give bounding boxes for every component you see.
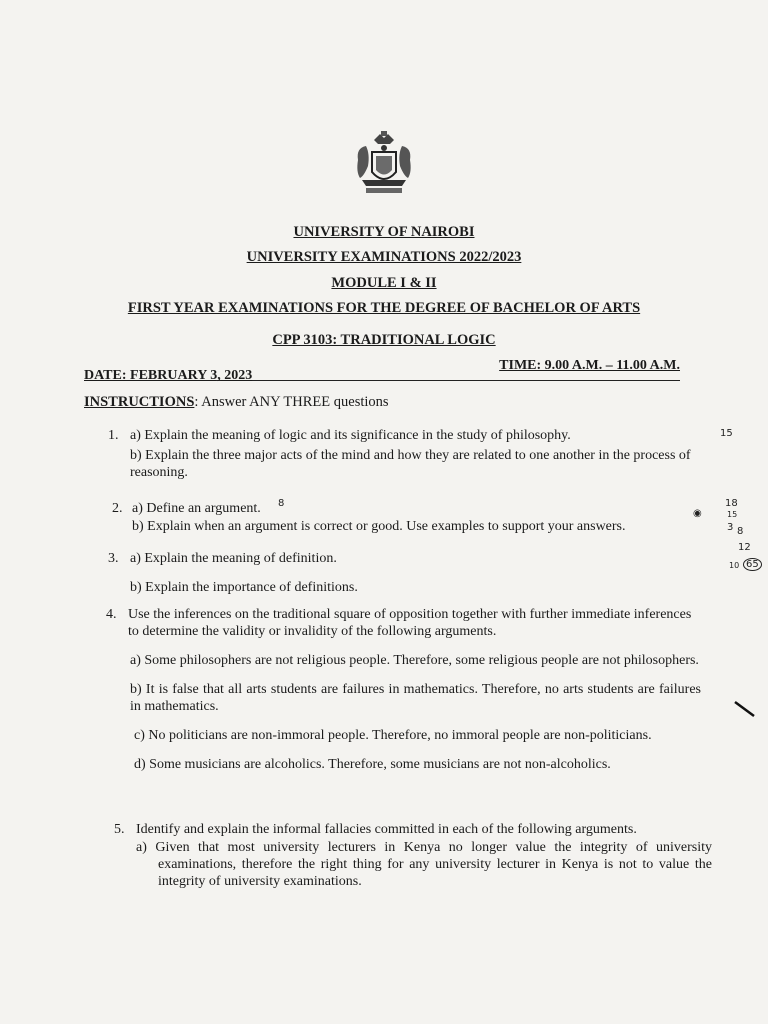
handwritten-tick <box>734 700 756 718</box>
handwritten-mark: 15 <box>720 428 733 439</box>
exam-time: TIME: 9.00 A.M. – 11.00 A.M. <box>499 358 680 373</box>
question-number: 3. <box>108 551 119 566</box>
question-5a: a) Given that most university lecturers in Kenya no longer value the integrity of university examinations, therefore the right thing for any university lecturer in Kenya is not to value the integrity of university examinations. <box>136 840 712 889</box>
question-number: 5. <box>114 822 125 837</box>
question-2 <box>112 500 712 535</box>
instructions-text: : Answer ANY THREE questions <box>194 394 389 410</box>
instructions-label: INSTRUCTIONS <box>84 394 195 410</box>
question-3a: a) Explain the meaning of definition. <box>130 551 337 566</box>
handwritten-mark: 12 <box>738 542 751 553</box>
question-number: 1. <box>108 428 119 443</box>
question-5-stem: Identify and explain the informal fallacies committed in each of the following arguments. <box>136 822 637 837</box>
question-number: 2. <box>112 501 123 516</box>
handwritten-mark: 15 <box>727 510 738 519</box>
exams-title: UNIVERSITY EXAMINATIONS 2022/2023 <box>246 249 522 265</box>
question-3b: b) Explain the importance of definitions. <box>130 580 358 595</box>
question-1a: a) Explain the meaning of logic and its significance in the study of philosophy. <box>130 428 571 443</box>
handwritten-mark: 18 <box>725 498 738 509</box>
question-5 <box>114 821 712 890</box>
question-4-stem: Use the inferences on the traditional square of opposition together with further immediate inferences to determine the validity or invalidity of the following arguments. <box>128 607 692 639</box>
question-4d: d) Some musicians are alcoholics. Therefore, some musicians are not non-alcoholics. <box>134 757 611 772</box>
handwritten-mark: 10 <box>729 561 740 570</box>
course-title: CPP 3103: TRADITIONAL LOGIC <box>272 332 496 348</box>
handwritten-mark: 8 <box>278 498 285 509</box>
handwritten-mark: 8 <box>737 526 744 537</box>
university-crest-logo <box>352 130 416 198</box>
question-number: 4. <box>106 607 117 622</box>
question-1b: b) Explain the three major acts of the mind and how they are related to one another in the process of reasoning. <box>130 448 691 480</box>
date-time-row <box>84 358 680 381</box>
module-title: MODULE I & II <box>331 275 437 291</box>
question-4b: b) It is false that all arts students are failures in mathematics. Therefore, no arts students are failures in mathematics. <box>130 682 701 714</box>
handwritten-dot-mark: ◉ <box>693 508 702 519</box>
handwritten-mark: 3 <box>727 522 734 533</box>
question-1 <box>108 427 708 481</box>
instructions <box>84 394 389 411</box>
degree-title: FIRST YEAR EXAMINATIONS FOR THE DEGREE OF BACHELOR OF ARTS <box>127 300 641 316</box>
handwritten-total-mark: 65 <box>743 558 762 571</box>
exam-date: DATE: FEBRUARY 3, 2023 <box>84 368 253 383</box>
question-3 <box>108 550 708 596</box>
question-4c: c) No politicians are non-immoral people. Therefore, no immoral people are non-politicians. <box>134 728 652 743</box>
question-2b: b) Explain when an argument is correct or good. Use examples to support your answers. <box>132 519 626 534</box>
question-4 <box>106 606 701 773</box>
question-2a: a) Define an argument. <box>132 501 261 516</box>
question-4a: a) Some philosophers are not religious people. Therefore, some religious people are not philosophers. <box>130 653 699 668</box>
university-title: UNIVERSITY OF NAIROBI <box>293 224 475 240</box>
